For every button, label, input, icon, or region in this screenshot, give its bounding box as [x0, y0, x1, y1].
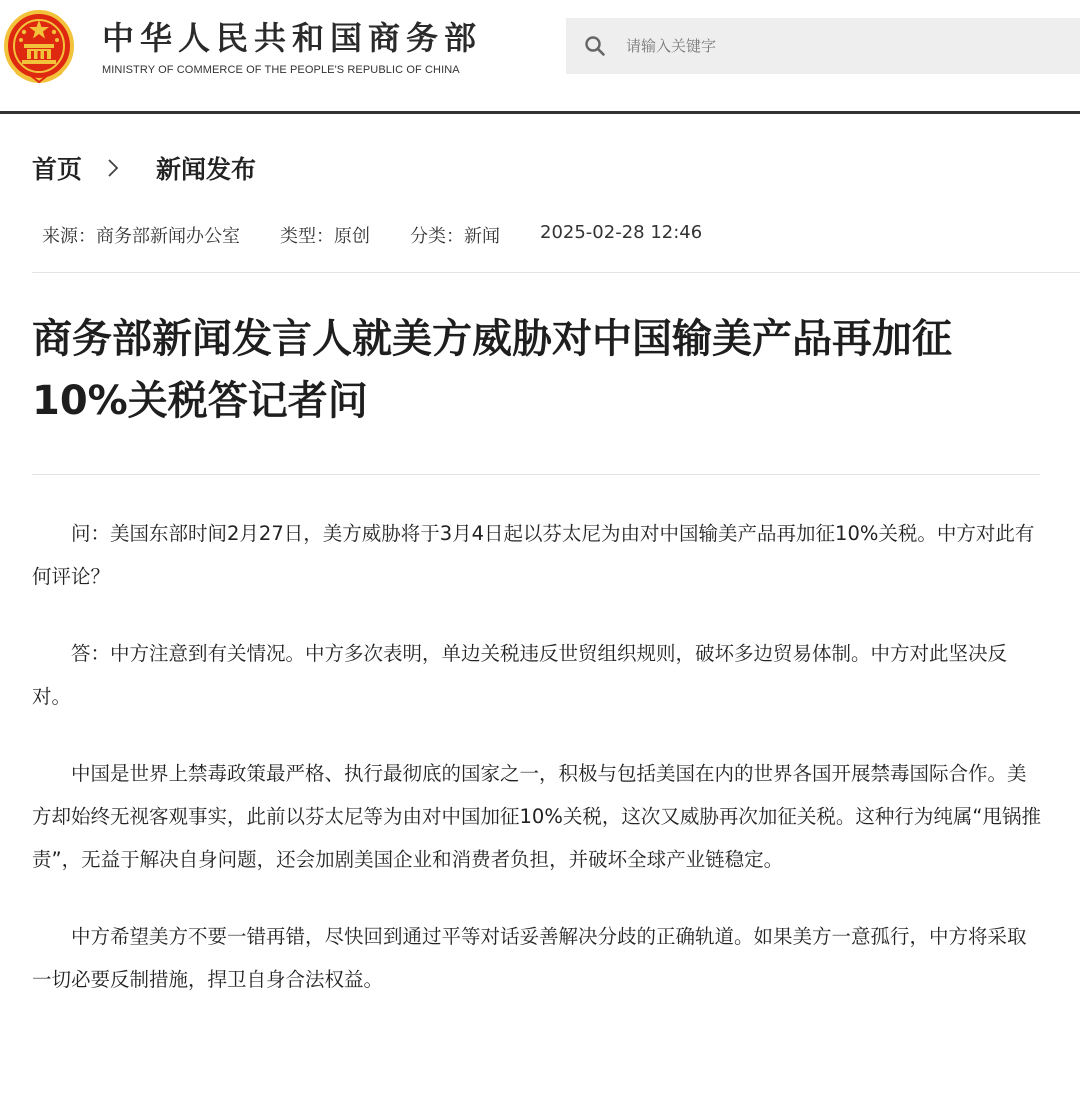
site-title-cn[interactable]: 中华人民共和国商务部 — [102, 19, 483, 57]
article-paragraph: 中方希望美方不要一错再错，尽快回到通过平等对话妥善解决分歧的正确轨道。如果美方一意孤行，中方将采取一切必要反制措施，捍卫自身合法权益。 — [32, 925, 1027, 991]
chevron-right-icon — [106, 158, 120, 178]
search-icon[interactable] — [584, 35, 606, 57]
article-body — [32, 512, 1042, 1035]
article-datetime: 2025-02-28 12:46 — [540, 222, 703, 243]
article-type: 类型：原创 — [280, 226, 370, 247]
search-bar — [566, 18, 1080, 74]
breadcrumb-home-link[interactable]: 首页 — [32, 155, 83, 184]
breadcrumb — [32, 150, 256, 186]
article-paragraph: 中国是世界上禁毒政策最严格、执行最彻底的国家之一，积极与包括美国在内的世界各国开展禁毒国际合作。美方却始终无视客观事实，此前以芬太尼等为由对中国加征10%关税，这次又威胁再次加征关税。这种行为纯属“甩锅推责”，无益于解决自身问题，还会加剧美国企业和消费者负担，并破坏全球产业链稳定。 — [32, 762, 1041, 871]
article-category: 分类：新闻 — [410, 226, 500, 247]
site-title-en[interactable]: MINISTRY OF COMMERCE OF THE PEOPLE'S REPUBLIC OF CHINA — [102, 64, 460, 76]
site-header — [0, 0, 1080, 114]
breadcrumb-news-link[interactable]: 新闻发布 — [156, 155, 257, 184]
article-paragraph: 问：美国东部时间2月27日，美方威胁将于3月4日起以芬太尼为由对中国输美产品再加征10%关税。中方对此有何评论？ — [32, 522, 1035, 588]
title-divider — [32, 474, 1040, 475]
article-source: 来源：商务部新闻办公室 — [42, 226, 240, 247]
article-meta — [42, 222, 742, 248]
article-paragraph: 答：中方注意到有关情况。中方多次表明，单边关税违反世贸组织规则，破坏多边贸易体制。中方对此坚决反对。 — [32, 642, 1008, 708]
meta-divider — [32, 272, 1080, 273]
article-title: 商务部新闻发言人就美方威胁对中国输美产品再加征10%关税答记者问 — [32, 316, 952, 424]
national-emblem-icon[interactable] — [2, 8, 76, 86]
search-input[interactable] — [624, 36, 1058, 56]
